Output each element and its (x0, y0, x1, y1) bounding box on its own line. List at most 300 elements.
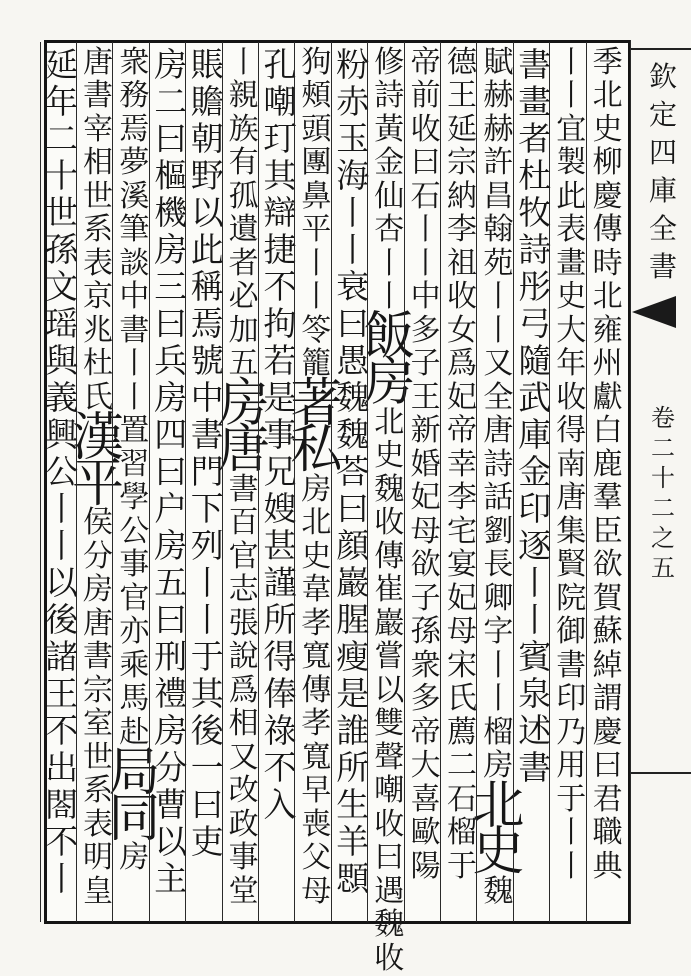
text-char: 所 (336, 748, 370, 787)
text-char: 賢 (556, 547, 587, 583)
text-char: 丨 (483, 681, 514, 717)
text-char: 分 (154, 748, 188, 787)
text-char: 丨 (301, 279, 332, 315)
text-char: 贍 (190, 82, 224, 121)
text-char: 印 (556, 681, 587, 717)
text-char: 瑶 (45, 304, 79, 343)
text-char: 有 (228, 145, 259, 181)
text-char: 丨 (556, 815, 587, 851)
text-char: 庫 (518, 415, 552, 454)
text-char: 謹 (263, 563, 297, 602)
text-char: 一 (190, 748, 224, 787)
text-char: 宗 (83, 672, 113, 708)
text-char: 孫 (410, 614, 441, 650)
text-char: 丨 (374, 245, 405, 281)
text-char: 習 (119, 446, 150, 482)
text-char: 機 (154, 193, 188, 232)
text-char: 詩 (518, 230, 552, 269)
text-char: 字 (483, 614, 514, 650)
text-char: 世 (83, 178, 113, 214)
heading-char: 同 (108, 788, 161, 849)
text-char: 顔 (336, 526, 370, 565)
text-char: 出 (45, 748, 79, 787)
text-char: 嫂 (263, 489, 297, 528)
text-char: 孤 (228, 178, 259, 214)
text-char: 說 (228, 639, 259, 675)
text-char: 妃 (447, 580, 477, 616)
text-char: 腥 (336, 600, 370, 639)
margin-title-char: 書 (648, 250, 677, 283)
text-char: 丨 (45, 526, 79, 565)
text-char: 孝 (301, 605, 332, 641)
text-char: 二 (447, 748, 477, 784)
column-rule (513, 42, 514, 922)
text-char: 房 (154, 45, 188, 84)
text-char: 又 (483, 346, 514, 382)
text-char: 唐 (83, 605, 113, 641)
text-char: 帝 (410, 714, 441, 750)
text-char: 兵 (154, 341, 188, 380)
text-char: 務 (119, 78, 150, 114)
text-char: 帝 (447, 413, 477, 449)
text-char: 列 (190, 526, 224, 565)
text-char: 户 (154, 489, 188, 528)
text-char: 翰 (483, 212, 514, 248)
text-char: 赫 (483, 111, 514, 147)
text-char: 黃 (374, 111, 405, 147)
text-char: 海 (336, 156, 370, 195)
text-char: 崔 (374, 572, 405, 608)
text-char: 劉 (483, 513, 514, 549)
text-char: 孔 (263, 45, 297, 84)
text-char: 得 (556, 413, 587, 449)
text-char: 事 (263, 415, 297, 454)
text-char: 頰 (301, 78, 332, 114)
text-char: 昌 (483, 178, 514, 214)
text-char: 入 (263, 785, 297, 824)
text-char: 官 (228, 538, 259, 574)
text-char: 泉 (518, 674, 552, 713)
text-char: 唐 (483, 413, 514, 449)
text-char: 石 (447, 781, 477, 817)
text-char: 爲 (447, 346, 477, 382)
text-char: 室 (83, 706, 113, 742)
text-char: 畫 (518, 82, 552, 121)
text-char: 雍 (592, 312, 623, 348)
text-char: 閤 (45, 785, 79, 824)
margin-rule (630, 40, 631, 924)
text-char: 北 (592, 78, 623, 114)
text-char: 收 (410, 111, 441, 147)
text-char: 唐 (83, 44, 113, 80)
text-char: 書 (190, 415, 224, 454)
text-char: 二 (45, 119, 79, 158)
text-char: 武 (518, 378, 552, 417)
text-char: 張 (228, 605, 259, 641)
text-char: 又 (228, 739, 259, 775)
text-char: 曰 (592, 748, 623, 784)
text-char: 白 (592, 413, 623, 449)
text-char: 用 (556, 748, 587, 784)
text-char: 公 (119, 513, 150, 549)
text-char: 曰 (336, 304, 370, 343)
text-char: 丨 (301, 245, 332, 281)
text-char: 遺 (228, 212, 259, 248)
text-char: 石 (410, 178, 441, 214)
text-char: 丨 (518, 600, 552, 639)
text-char: 祖 (447, 245, 477, 281)
text-char: 辯 (263, 193, 297, 232)
text-char: 巖 (374, 605, 405, 641)
margin-volume-char: 之 (651, 523, 675, 552)
text-char: 粉 (336, 45, 370, 84)
text-char: 丨 (228, 44, 259, 80)
text-char: 慶 (592, 178, 623, 214)
text-char: 許 (483, 145, 514, 181)
text-char: 丨 (119, 379, 150, 415)
margin-title-char: 全 (648, 212, 677, 245)
text-char: 表 (556, 212, 587, 248)
text-char: 魏 (374, 471, 405, 507)
text-char: 房 (154, 378, 188, 417)
text-char: 年 (45, 82, 79, 121)
text-char: 于 (556, 781, 587, 817)
text-char: 時 (592, 245, 623, 281)
text-char: 前 (410, 78, 441, 114)
text-char: 李 (447, 212, 477, 248)
text-char: 大 (556, 312, 587, 348)
text-char: 者 (228, 245, 259, 281)
text-char: 謂 (592, 681, 623, 717)
text-char: 房 (483, 748, 514, 784)
margin-title-char: 四 (648, 136, 677, 169)
heading-char: 房 (217, 374, 270, 434)
text-char: 帝 (410, 44, 441, 80)
text-char: 不 (263, 748, 297, 787)
text-char: 乘 (119, 647, 150, 683)
text-char: 寬 (301, 739, 332, 775)
text-char: 世 (83, 739, 113, 775)
text-char: 魏 (336, 378, 370, 417)
column-rule (258, 42, 259, 922)
text-char: 北 (301, 505, 332, 541)
text-char: 書 (119, 312, 150, 348)
text-char: 房 (119, 840, 150, 876)
column-rule (222, 42, 223, 922)
text-char: 親 (228, 78, 259, 114)
text-char: 團 (301, 145, 332, 181)
text-char: 房 (154, 526, 188, 565)
text-char: 祿 (263, 711, 297, 750)
text-char: 不 (263, 267, 297, 306)
column-rule (149, 42, 150, 922)
text-char: 大 (410, 748, 441, 784)
text-char: 玎 (263, 119, 297, 158)
text-char: 母 (447, 614, 477, 650)
text-char: 相 (83, 145, 113, 181)
text-char: 丨 (410, 212, 441, 248)
text-char: 生 (336, 785, 370, 824)
text-char: 羣 (592, 480, 623, 516)
text-char: 曰 (154, 119, 188, 158)
text-char: 捷 (263, 230, 297, 269)
text-char: 俸 (263, 674, 297, 713)
text-char: 妃 (447, 379, 477, 415)
text-char: 婚 (410, 446, 441, 482)
text-char: 系 (83, 773, 113, 809)
text-char: 明 (83, 840, 113, 876)
text-char: 丨 (45, 489, 79, 528)
text-char: 嘲 (374, 773, 405, 809)
text-char: 焉 (190, 304, 224, 343)
text-char: 曰 (154, 452, 188, 491)
text-char: 收 (374, 940, 405, 976)
margin-volume-char: 卷 (651, 403, 675, 432)
text-char: 百 (228, 505, 259, 541)
text-char: 于 (447, 848, 477, 884)
text-char: 丨 (45, 859, 79, 898)
text-char: 者 (518, 119, 552, 158)
margin-volume-char: 二 (651, 493, 675, 522)
column-rule (76, 42, 77, 922)
margin-title-char: 定 (648, 98, 677, 131)
text-char: 史 (592, 111, 623, 147)
text-char: 嘲 (263, 82, 297, 121)
text-char: 印 (518, 489, 552, 528)
text-char: 顋 (336, 859, 370, 898)
text-char: 其 (190, 674, 224, 713)
text-char: 書 (556, 647, 587, 683)
text-char: 興 (45, 415, 79, 454)
text-char: 丨 (483, 279, 514, 315)
heading-char: 平 (72, 453, 125, 514)
text-char: 後 (45, 600, 79, 639)
heading-char: 史 (472, 822, 525, 882)
text-char: 蘇 (592, 614, 623, 650)
text-char: 母 (410, 513, 441, 549)
text-char: 魏 (374, 907, 405, 943)
text-char: 御 (556, 614, 587, 650)
text-char: 房 (154, 711, 188, 750)
text-char: 與 (45, 341, 79, 380)
text-char: 卿 (483, 580, 514, 616)
text-char: 製 (556, 145, 587, 181)
text-char: 以 (374, 672, 405, 708)
text-char: 侯 (83, 505, 113, 541)
text-char: 遇 (374, 873, 405, 909)
column-rule (549, 42, 550, 922)
text-char: 溪 (119, 178, 150, 214)
text-char: 子 (410, 580, 441, 616)
text-char: 仙 (374, 178, 405, 214)
text-char: 房 (301, 471, 332, 507)
column-rule (476, 42, 477, 922)
text-char: 獻 (592, 379, 623, 415)
text-char: 衆 (119, 44, 150, 80)
text-char: 聲 (374, 739, 405, 775)
text-char: 收 (556, 379, 587, 415)
text-char: 事 (119, 547, 150, 583)
text-char: 系 (83, 212, 113, 248)
text-char: 于 (190, 637, 224, 676)
text-char: 兄 (263, 452, 297, 491)
text-char: 妃 (410, 480, 441, 516)
text-char: 置 (119, 413, 150, 449)
text-char: 樞 (154, 156, 188, 195)
text-char: 氏 (447, 681, 477, 717)
text-char: 馬 (119, 681, 150, 717)
text-char: 乃 (556, 714, 587, 750)
heading-char: 唐 (217, 420, 270, 480)
text-char: 金 (518, 452, 552, 491)
heading-char: 北 (472, 776, 525, 836)
text-char: 榴 (447, 815, 477, 851)
text-char: 此 (190, 230, 224, 269)
text-char: 諸 (45, 637, 79, 676)
text-char: 鹿 (592, 446, 623, 482)
text-char: 筆 (119, 212, 150, 248)
text-char: 志 (228, 572, 259, 608)
text-char: 中 (119, 279, 150, 315)
text-char: 所 (263, 600, 297, 639)
text-char: 此 (556, 178, 587, 214)
text-char: 集 (556, 513, 587, 549)
text-char: 改 (228, 773, 259, 809)
text-char: 收 (374, 806, 405, 842)
text-char: 院 (556, 580, 587, 616)
heading-char: 房 (363, 353, 416, 413)
text-char: 詩 (374, 78, 405, 114)
text-char: 喜 (410, 781, 441, 817)
text-char: 丨 (556, 44, 587, 80)
text-char: 典 (592, 848, 623, 884)
text-char: 主 (154, 859, 188, 898)
text-char: 兆 (83, 312, 113, 348)
text-char: 平 (301, 212, 332, 248)
text-char: 官 (119, 580, 150, 616)
text-char: 年 (556, 346, 587, 382)
text-char: 隨 (518, 341, 552, 380)
heading-char: 飯 (363, 307, 416, 367)
text-char: 甚 (263, 526, 297, 565)
heading-char: 私 (290, 420, 343, 480)
text-char: 君 (592, 781, 623, 817)
text-column (38, 46, 86, 922)
text-char: 父 (301, 840, 332, 876)
text-char: 丨 (336, 193, 370, 232)
text-char: 四 (154, 415, 188, 454)
text-char: 延 (45, 45, 79, 84)
column-rule (331, 42, 332, 922)
text-char: 杜 (518, 156, 552, 195)
text-char: 學 (119, 480, 150, 516)
text-char: 號 (190, 341, 224, 380)
text-char: 曹 (154, 785, 188, 824)
text-char: 五 (228, 346, 259, 382)
text-char: 欲 (592, 547, 623, 583)
text-char: 政 (228, 806, 259, 842)
text-char: 季 (592, 44, 623, 80)
text-char: 魏 (483, 873, 514, 909)
text-char: 修 (374, 44, 405, 80)
text-char: 畫 (556, 245, 587, 281)
text-char: 唐 (556, 480, 587, 516)
text-char: 榴 (483, 714, 514, 750)
text-char: 書 (518, 748, 552, 787)
text-char: 曰 (374, 840, 405, 876)
text-char: 多 (410, 681, 441, 717)
text-char: 宋 (447, 647, 477, 683)
text-char: 曰 (154, 304, 188, 343)
text-char: 金 (374, 145, 405, 181)
text-char: 丨 (556, 848, 587, 884)
text-char: 其 (263, 156, 297, 195)
text-char: 多 (410, 312, 441, 348)
text-char: 丨 (374, 279, 405, 315)
text-char: 丨 (556, 78, 587, 114)
column-rule (112, 42, 113, 922)
text-char: 新 (410, 413, 441, 449)
margin-volume-char: 十 (651, 463, 675, 492)
text-char: 五 (154, 563, 188, 602)
text-char: 二 (154, 82, 188, 121)
margin-title-char: 欽 (648, 60, 677, 93)
text-char: 加 (228, 312, 259, 348)
text-char: 是 (263, 378, 297, 417)
text-char: 宰 (83, 111, 113, 147)
margin-title-char: 庫 (648, 174, 677, 207)
text-char: 收 (447, 279, 477, 315)
text-char: 柳 (592, 145, 623, 181)
text-char: 頭 (301, 111, 332, 147)
margin-bottom-line (631, 772, 691, 774)
text-char: 書 (83, 78, 113, 114)
column-rule (294, 42, 295, 922)
text-char: 相 (228, 706, 259, 742)
text-char: 曰 (154, 600, 188, 639)
text-char: 丨 (336, 230, 370, 269)
text-char: 北 (374, 404, 405, 440)
text-char: 拘 (263, 304, 297, 343)
text-char: 韋 (301, 572, 332, 608)
text-char: 長 (483, 547, 514, 583)
text-char: 南 (556, 446, 587, 482)
text-char: 書 (83, 639, 113, 675)
text-char: 嘗 (374, 639, 405, 675)
text-char: 赫 (483, 78, 514, 114)
text-char: 苑 (483, 245, 514, 281)
text-char: 瘦 (336, 637, 370, 676)
text-char: 李 (447, 480, 477, 516)
text-char: 曰 (190, 785, 224, 824)
text-char: 史 (374, 438, 405, 474)
text-char: 十 (45, 156, 79, 195)
text-char: 詩 (483, 446, 514, 482)
text-char: 丨 (190, 600, 224, 639)
text-char: 是 (336, 674, 370, 713)
text-char: 丨 (190, 563, 224, 602)
text-char: 賬 (190, 45, 224, 84)
text-char: 玉 (336, 119, 370, 158)
text-char: 籠 (301, 346, 332, 382)
text-char: 話 (483, 480, 514, 516)
text-char: 北 (592, 279, 623, 315)
margin-top-line (631, 48, 691, 50)
text-char: 子 (410, 346, 441, 382)
column-rule (40, 42, 41, 922)
text-char: 丨 (483, 647, 514, 683)
text-char: 中 (190, 378, 224, 417)
